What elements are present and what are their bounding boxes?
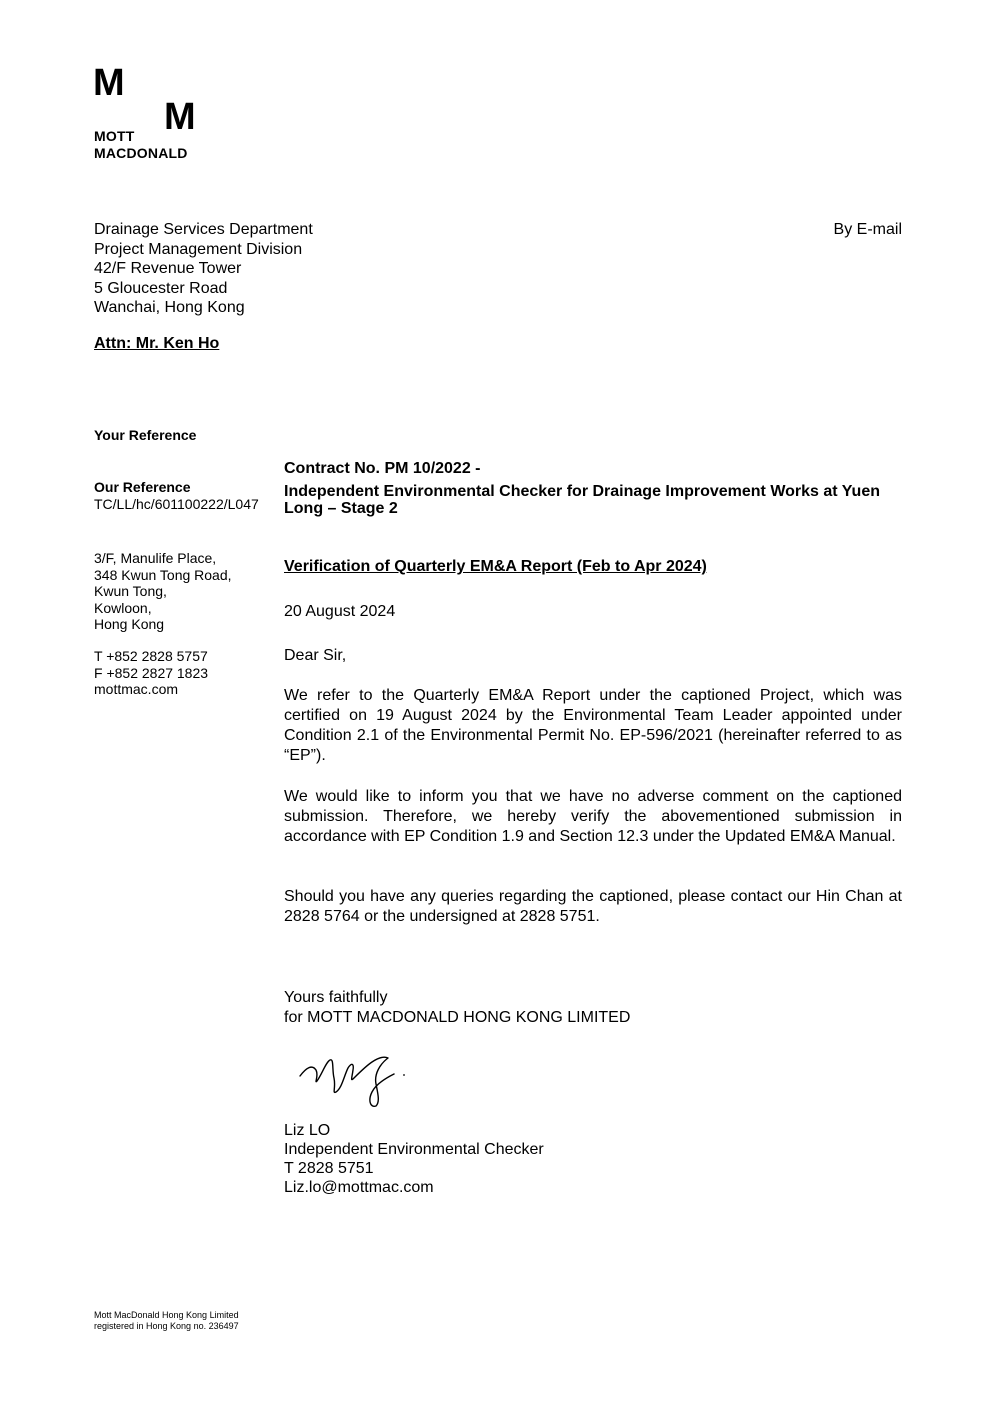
signatory-block — [284, 1121, 902, 1197]
signatory-title: Independent Environmental Checker — [284, 1141, 544, 1158]
footer-legal — [94, 1310, 239, 1332]
subject-title: Independent Environmental Checker for Drainage Improvement Works at Yuen Long – Stage 2 — [284, 483, 880, 517]
office-line: 3/F, Manulife Place, — [94, 550, 217, 566]
logo-line-macdonald: MACDONALD — [94, 145, 188, 161]
footer-line: Mott MacDonald Hong Kong Limited — [94, 1310, 239, 1320]
verification-heading: Verification of Quarterly EM&A Report (Feb to Apr 2024) — [284, 558, 707, 575]
address-line: 42/F Revenue Tower — [94, 260, 242, 277]
telephone: T +852 2828 5757 — [94, 648, 208, 664]
signatory-name: Liz LO — [284, 1122, 331, 1139]
body-paragraph: We would like to inform you that we have no adverse comment on the captioned submission. Therefore, we hereby verify the abovementioned submission in accordance with EP Condition 1.9 and Section 12.3 under the Updated EM&A Manual. — [284, 788, 902, 845]
logo-mark-bottom: M — [164, 96, 196, 138]
website: mottmac.com — [94, 681, 179, 697]
address-line: Drainage Services Department — [94, 221, 313, 238]
your-reference-label: Your Reference — [94, 427, 197, 443]
office-line: 348 Kwun Tong Road, — [94, 566, 232, 583]
closing — [284, 988, 902, 1028]
logo-mark-top: M — [93, 62, 125, 104]
signature — [296, 1048, 412, 1110]
body-paragraph: We refer to the Quarterly EM&A Report under the captioned Project, which was certified on 19 August 2024 by the Environmental Team Leader appointed under Condition 2.1 of the Environmental Permit No. EP-596/2021 (hereinafter referred to as “EP”). — [284, 687, 902, 764]
office-contact — [94, 648, 208, 698]
logo-line-mott: MOTT — [94, 128, 135, 144]
address-line: Wanchai, Hong Kong — [94, 299, 245, 316]
address-line: Project Management Division — [94, 240, 303, 258]
office-line: Kowloon, — [94, 599, 152, 616]
our-reference-label: Our Reference — [94, 479, 191, 495]
footer-line: registered in Hong Kong no. 236497 — [94, 1321, 239, 1331]
subject-contract: Contract No. PM 10/2022 - — [284, 460, 481, 477]
body-paragraph: Should you have any queries regarding the captioned, please contact our Hin Chan at 2828 5764 or the undersigned at 2828 5751. — [284, 888, 902, 925]
delivery-method: By E-mail — [833, 221, 902, 238]
our-reference-value: TC/LL/hc/601100222/L047 — [94, 496, 259, 512]
attention-line: Attn: Mr. Ken Ho — [94, 335, 220, 352]
letter-date: 20 August 2024 — [284, 603, 396, 620]
closing-line: for MOTT MACDONALD HONG KONG LIMITED — [284, 1009, 631, 1026]
office-line: Kwun Tong, — [94, 583, 167, 599]
signatory-phone: T 2828 5751 — [284, 1160, 374, 1177]
company-logo-text — [94, 128, 188, 162]
address-line: 5 Gloucester Road — [94, 279, 228, 297]
recipient-address — [94, 220, 313, 318]
closing-line: Yours faithfully — [284, 989, 388, 1006]
fax: F +852 2827 1823 — [94, 664, 209, 681]
salutation: Dear Sir, — [284, 647, 347, 664]
office-line: Hong Kong — [94, 616, 165, 632]
signatory-email: Liz.lo@mottmac.com — [284, 1179, 434, 1196]
office-address — [94, 550, 232, 633]
